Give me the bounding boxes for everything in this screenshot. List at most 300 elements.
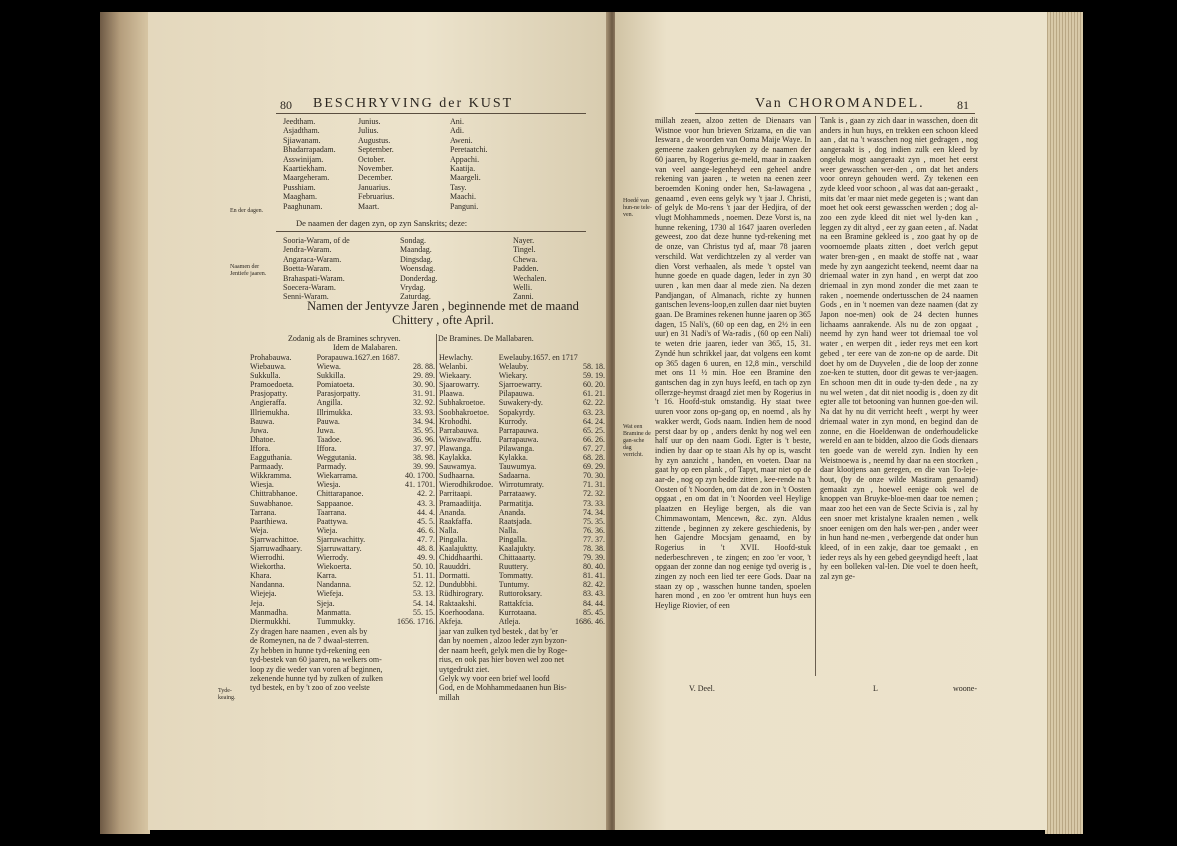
year-number: 55. 15. xyxy=(412,607,435,617)
year-number: 39. 99. xyxy=(412,462,435,472)
year-number: 36. 96. xyxy=(412,434,435,444)
text-column-1: millah zeaen, alzoo zetten de Dienaars van Wistnoe voor hun brieven Srizama, en die van Ieswara , de woorden van Ooma Maije Waye. In gemeene zaaken gebruyken zy de naamen der 60 jaaren, by Rogerius ge-meld, maar in zaaken van veel aange-legenheyd een geheel andre rekening van jaaren , te weten na eenen zeer beroemden Koning onder hen, Sa-lawagena , genaamd , even eens gelyk wy 't jaar J. Christi, of gelyk de Mo-rens 't jaar der Hedjira, of der vlugt Mohhammeds , noemen. Deze Vorst is, na hunne rekening, 1730 al 1647 jaaren overleden geweest, zoo dat deze hunne tyd-rekening met de onze, van Christus tyd af, maar 78 jaaren verschild. Wat verdichtzelen zy al verder van dien Vorst verhaalen, als mede 't opstel van hunne goede en quade dagen, leder in zyn 30 uuren , kan men daar al mede zien. Na dezen Pandjangan, of Almanach, richte zy hunnen gantschen levens-loop,en zullen daar niet buyten gaan. De Bramines rekenen hunne jaaren op 365 dagen, 15 Nali's, (60 op een dag, en 2½ in een uur) en 31 Nadi's of Wa-radis , (60 op een Nali) te weten drie jaaren, ieder van 365, 15, 31. Zyndé hun schrikkel jaar, dat volgens een komt op 365 dagen 6 uuren, en 12,8 min., verschild met ons 11 ½ min. Hoe een Bramine den gantschen dag in zyn huys leefd, en tach op zyn ollerzge-heymst draagd ziet men by Rogerius in 't 16. Hoofd-stuk omstandig. Hy staat twee uuren voor zons op-gang op, en noemd , als hy wakker werdt, Gods naam. Indien hem de nood perst daar by op , anders denkt hy nog wel een half uur op den naam Godi. Egter is 't beste, indien hy daar op te staan Als hy op is, wascht hy zyn aanzicht , handen, en voeten. Daar na gaat hy op een plank , of Tapyt, maar niet op de aar-de , nog op zyn bedde zitten , kee-rende na 't Oosten of 't Noorden, om dat de zon in 't Oosten opgaat , en om dat in 't Noorden veel Heylige plaatzen en Heylige bergen, als die van Chimmawontam, Mencewn, &c. zyn. Aldus zittende , beginnen zy zekere geschiedenis, by hen Gajendre Mocsjam genaamd, en by Rogerius in 't XVII. Hoofd-stuk nederbeschreven , te zingen; en zoo 'er voor, 't opgaan der zonne dan nog eenige tyd overig is , zingen zy noch een lied ter eere Gods. Daar na staan zy op , wasschen hunne tanden, spoelen haren mond , en zoo 'er omtrent hun huys een Heylige Riovier, of een xyxy=(655,116,811,611)
days-col-2 xyxy=(400,236,438,302)
year-name-bramines: Chittrabhanoe. xyxy=(250,489,298,499)
year-name-bramines: Sudhaarna. xyxy=(439,471,475,481)
year-name-bramines: Manmadha. xyxy=(250,607,288,617)
year-name-malabar: Ruttoroksary. xyxy=(498,589,543,599)
years-heading-2: Chittery , ofte April. xyxy=(392,313,494,327)
year-name-bramines: Rüdhirograry. xyxy=(439,589,484,599)
month-name: October. xyxy=(358,154,386,164)
year-number: 76. 36. xyxy=(582,525,605,535)
year-number: 52. 12. xyxy=(412,580,435,590)
day-name: Nayer. xyxy=(513,236,535,245)
year-row xyxy=(439,453,605,462)
year-number: 37. 97. xyxy=(412,443,435,453)
year-name-malabar: Wiesja. xyxy=(316,480,341,490)
year-row xyxy=(439,471,605,480)
year-name-malabar: Karra. xyxy=(316,571,337,581)
year-name-malabar: Wiekary. xyxy=(498,371,528,381)
year-name-bramines: Kaalajuktty. xyxy=(439,543,478,553)
year-row xyxy=(439,508,605,517)
right-page-edges xyxy=(1045,12,1083,834)
year-name-bramines: Sjarrwachittoe. xyxy=(250,534,299,544)
year-name-bramines: Koerhoodana. xyxy=(439,607,485,617)
year-name-malabar: Tuntumy. xyxy=(498,580,530,590)
year-name-bramines: Wierodhikrodoe. xyxy=(439,480,494,490)
year-row xyxy=(439,599,605,608)
bottom-text-right xyxy=(439,627,567,702)
year-row xyxy=(439,571,605,580)
year-number: 79. 39. xyxy=(582,553,605,563)
year-name-bramines: Dundubbhi. xyxy=(439,580,477,590)
years-table-left xyxy=(250,353,435,626)
year-number: 66. 26. xyxy=(582,434,605,444)
left-page xyxy=(148,12,608,830)
year-row xyxy=(250,526,435,535)
right-running-head: Van CHOROMANDEL. xyxy=(755,96,925,111)
year-name-bramines: Parritaapi. xyxy=(439,489,473,499)
year-name-bramines: Soobhakroetoe. xyxy=(439,407,489,417)
year-name-malabar: Wieja. xyxy=(316,525,338,535)
year-name-bramines: Wikkramma. xyxy=(250,471,292,481)
year-name-malabar: Juwa. xyxy=(316,425,336,435)
year-row xyxy=(439,417,605,426)
month-name: Kaatija. xyxy=(450,163,476,173)
years-heading-1: Namen der Jentyvze Jaren , beginnende met de maand xyxy=(307,299,579,313)
year-name-malabar: Pilapauwa. xyxy=(498,389,535,399)
month-name: Maart. xyxy=(358,201,380,211)
day-name: Senni-Waram. xyxy=(283,292,329,302)
year-name-bramines: Sjaarowarry. xyxy=(439,380,480,390)
month-name: Jeedtham. xyxy=(283,117,316,126)
year-row xyxy=(250,599,435,608)
year-number: 61. 21. xyxy=(582,389,605,399)
year-row xyxy=(250,553,435,562)
text-line: rius, en ook pas hier boven wel zoo net xyxy=(439,655,565,665)
year-number: 74. 34. xyxy=(582,507,605,517)
year-name-bramines: Rauuddri. xyxy=(439,562,471,572)
year-name-bramines: Sukkulla. xyxy=(250,371,281,381)
year-name-malabar: Porapauwa.1627.en 1687. xyxy=(316,353,400,362)
year-name-bramines: Ananda. xyxy=(439,507,466,517)
month-name: Asjadtham. xyxy=(283,126,320,136)
table-caption-right: De Bramines. De Mallabaren. xyxy=(438,334,534,343)
margin-note-2: Wat een Bramine de gan-sche dag verricht. xyxy=(623,424,651,458)
year-name-malabar: Chittaaarty. xyxy=(498,553,536,563)
year-name-malabar: Atleja. xyxy=(498,616,521,626)
month-name: November. xyxy=(358,163,394,173)
month-name: Februarius. xyxy=(358,192,395,202)
text-line: millah xyxy=(439,692,460,702)
year-row xyxy=(439,589,605,598)
day-name: Zanni. xyxy=(513,292,534,302)
year-row xyxy=(439,544,605,553)
year-number: 75. 35. xyxy=(582,516,605,526)
year-row xyxy=(250,398,435,407)
day-name: Tingel. xyxy=(513,245,536,255)
year-name-malabar: Tauwumya. xyxy=(498,462,537,472)
year-number: 45. 5. xyxy=(416,516,435,526)
year-name-bramines: Wiebauwa. xyxy=(250,362,286,372)
year-name-malabar: Sappaanoe. xyxy=(316,498,354,508)
year-number: 43. 3. xyxy=(416,498,435,508)
month-name: Maargeli. xyxy=(450,173,481,183)
year-row xyxy=(250,535,435,544)
year-name-malabar: Tummukky. xyxy=(316,616,356,626)
month-name: Januarius. xyxy=(358,182,391,192)
year-name-bramines: Pramaadiitja. xyxy=(439,498,482,508)
year-name-bramines: Pingalla. xyxy=(439,534,468,544)
year-number: 42. 2. xyxy=(416,489,435,499)
year-number: 70. 30. xyxy=(582,471,605,481)
year-row xyxy=(439,408,605,417)
year-number: 47. 7. xyxy=(416,534,435,544)
year-number: 32. 92. xyxy=(412,398,435,408)
year-name-malabar: Parasjorpatty. xyxy=(316,389,361,399)
day-name: Sooria-Waram, of de xyxy=(283,236,350,245)
day-name: Sondag. xyxy=(400,236,426,245)
month-name: Asswinijam. xyxy=(283,154,324,164)
text-line: dan by noemen , alzoo leder zyn byzon- xyxy=(439,636,567,646)
year-row xyxy=(439,526,605,535)
year-number: 51. 11. xyxy=(413,571,435,581)
year-row xyxy=(250,499,435,508)
year-name-bramines: Weja. xyxy=(250,525,269,535)
year-name-malabar: Parrapauwa. xyxy=(498,425,539,435)
year-name-bramines: Wiejeja. xyxy=(250,589,277,599)
year-name-bramines: Parrabauwa. xyxy=(439,425,479,435)
year-name-malabar: Parrataawy. xyxy=(498,489,537,499)
year-number: 40. 1700. xyxy=(404,471,435,481)
year-number: 67. 27. xyxy=(582,443,605,453)
day-name: Boetta-Waram. xyxy=(283,264,332,274)
day-name: Brahaspati-Waram. xyxy=(283,273,345,283)
month-name: Maagham. xyxy=(283,192,317,202)
year-number: 60. 20. xyxy=(582,380,605,390)
year-row xyxy=(250,489,435,498)
year-name-malabar: Parmatitja. xyxy=(498,498,534,508)
year-name-bramines: Dormatti. xyxy=(439,571,470,581)
year-number: 81. 41. xyxy=(582,571,605,581)
year-number: 65. 25. xyxy=(582,425,605,435)
year-name-bramines: Wiekaary. xyxy=(439,371,472,381)
year-name-malabar: Taadoe. xyxy=(316,434,342,444)
year-number: 41. 1701. xyxy=(404,480,435,490)
year-row xyxy=(439,553,605,562)
day-name: Angaraca-Waram. xyxy=(283,254,342,264)
year-name-malabar: Rattakfcia. xyxy=(498,598,534,608)
year-number: 53. 13. xyxy=(412,589,435,599)
year-number: 1656. 1716. xyxy=(396,616,435,626)
margin-note-1: Hoedé van hun-ne tele-ven. xyxy=(623,198,652,218)
text-line: God, en de Mohhammedaanen hun Bis- xyxy=(439,683,567,693)
year-name-malabar: Nalla. xyxy=(498,525,519,535)
month-name: Paaghunam. xyxy=(283,201,323,211)
year-row xyxy=(439,517,605,526)
text-line: de Romeynen, na de 7 dwaal-sterren. xyxy=(250,636,369,646)
month-name: Junius. xyxy=(358,117,381,126)
year-number: 33. 93. xyxy=(412,407,435,417)
year-row xyxy=(250,462,435,471)
left-running-head: BESCHRYVING der KUST xyxy=(313,96,514,111)
day-name: Wechalen. xyxy=(513,273,547,283)
month-name: Appachi. xyxy=(450,154,480,164)
right-page-number: 81 xyxy=(957,98,969,112)
days-col-3 xyxy=(513,236,546,302)
day-name: Woensdag. xyxy=(400,264,436,274)
day-name: Padden. xyxy=(513,264,539,274)
year-number: 85. 45. xyxy=(582,607,605,617)
year-name-bramines: Illriemukha. xyxy=(250,407,290,417)
year-name-malabar: Welauby. xyxy=(498,362,529,372)
year-row xyxy=(439,371,605,380)
year-name-malabar: Parmady. xyxy=(316,462,347,472)
day-name: Welli. xyxy=(513,282,533,292)
year-name-malabar: Chittarapanoe. xyxy=(316,489,364,499)
year-name-bramines: Sauwamya. xyxy=(439,462,477,472)
year-row xyxy=(439,535,605,544)
month-name: Panguni. xyxy=(450,201,479,211)
year-name-malabar: Wirrotumraty. xyxy=(498,480,544,490)
year-row xyxy=(250,408,435,417)
year-number: 44. 4. xyxy=(416,507,435,517)
year-name-bramines: Hewlachy. xyxy=(439,353,473,362)
day-name: Maandag. xyxy=(400,245,432,255)
year-row xyxy=(439,435,605,444)
year-name-bramines: Raktaakshi. xyxy=(439,598,477,608)
text-line: tyd bestek, en by 't zoo of zoo veelste xyxy=(250,683,370,693)
text-line: tyd-bestek van 60 jaaren, na welkers om- xyxy=(250,655,382,665)
year-number: 64. 24. xyxy=(582,416,605,426)
left-page-edges xyxy=(100,12,150,834)
year-row xyxy=(250,508,435,517)
year-name-bramines: Parmaady. xyxy=(250,462,284,472)
text-line: jaar van zulken tyd bestek , dat by 'er xyxy=(439,627,558,636)
year-number: 46. 6. xyxy=(416,525,435,535)
year-name-malabar: Nandanna. xyxy=(316,580,352,590)
year-name-malabar: Sjarroewarry. xyxy=(498,380,542,390)
year-row xyxy=(250,444,435,453)
year-name-bramines: Nandanna. xyxy=(250,580,285,590)
year-name-malabar: Sjarruwattary. xyxy=(316,543,362,553)
year-name-bramines: Eagguthania. xyxy=(250,453,292,463)
year-number: 35. 95. xyxy=(412,425,435,435)
margin-note-days: En der dagen. xyxy=(230,208,264,214)
year-name-malabar: Wierrody. xyxy=(316,553,349,563)
month-name: Peretaatchi. xyxy=(450,145,488,155)
year-number: 69. 29. xyxy=(582,462,605,472)
month-name: Adi. xyxy=(450,126,464,136)
year-number: 84. 44. xyxy=(582,598,605,608)
year-name-malabar: Wiefeja. xyxy=(316,589,344,599)
year-row xyxy=(439,362,605,371)
month-name: Maargeheram. xyxy=(283,173,330,183)
year-name-malabar: Sjarruwachitty. xyxy=(316,534,366,544)
year-row xyxy=(250,562,435,571)
year-number: 49. 9. xyxy=(416,553,435,563)
year-row xyxy=(439,426,605,435)
year-number: 80. 40. xyxy=(582,562,605,572)
year-name-bramines: Plawanga. xyxy=(439,443,473,453)
year-name-malabar: Pilawanga. xyxy=(498,443,535,453)
year-number: 30. 90. xyxy=(412,380,435,390)
year-number: 77. 37. xyxy=(582,534,605,544)
month-name: Tasy. xyxy=(450,182,467,192)
bottom-text-left xyxy=(250,627,383,693)
year-row xyxy=(439,389,605,398)
year-number: 73. 33. xyxy=(582,498,605,508)
text-line: loop zy die weder van voren af beginnen, xyxy=(250,664,383,674)
year-name-malabar: Illrimukka. xyxy=(316,407,353,417)
year-row xyxy=(439,462,605,471)
year-name-bramines: Welanbi. xyxy=(439,362,468,372)
year-name-malabar: Sopakyrdy. xyxy=(498,407,535,417)
year-row xyxy=(250,571,435,580)
month-name: Bhadarrapadam. xyxy=(283,145,336,155)
year-number: 82. 42. xyxy=(582,580,605,590)
month-name: Aweni. xyxy=(450,135,473,145)
year-row xyxy=(439,608,605,617)
year-name-malabar: Sjeja. xyxy=(316,598,335,608)
text-line: der naam heeft, gelyk men die by Roge- xyxy=(439,645,568,655)
year-name-malabar: Ewelauby.1657. en 1717 xyxy=(498,353,578,362)
year-number: 31. 91. xyxy=(412,389,435,399)
year-number: 68. 28. xyxy=(582,453,605,463)
year-row xyxy=(250,380,435,389)
year-name-malabar: Angilla. xyxy=(316,398,343,408)
year-name-bramines: Paarthiewa. xyxy=(250,516,288,526)
month-name: Julius. xyxy=(358,126,379,136)
year-row xyxy=(439,380,605,389)
year-row xyxy=(250,453,435,462)
year-name-bramines: Tarrana. xyxy=(250,507,277,517)
year-number: 72. 32. xyxy=(582,489,605,499)
year-row xyxy=(250,389,435,398)
year-name-malabar: Wiewa. xyxy=(316,362,341,372)
months-col-2 xyxy=(358,117,394,211)
month-name: September. xyxy=(358,145,394,155)
year-name-malabar: Parrapauwa. xyxy=(498,434,539,444)
day-name: Chewa. xyxy=(513,254,538,264)
year-row xyxy=(439,562,605,571)
year-name-malabar: Tommatty. xyxy=(498,571,533,581)
year-name-bramines: Prohabauwa. xyxy=(250,353,292,362)
days-col-1 xyxy=(283,236,350,302)
table-caption-left-2: Idem de Malabaren. xyxy=(333,343,398,352)
year-row xyxy=(250,371,435,380)
year-name-malabar: Paattywa. xyxy=(316,516,348,526)
year-row xyxy=(439,617,605,626)
year-row xyxy=(250,480,435,489)
year-row xyxy=(250,589,435,598)
year-number: 28. 88. xyxy=(412,362,435,372)
year-name-bramines: Khara. xyxy=(250,571,272,581)
text-column-2: Tank is , gaan zy zich daar in wasschen, doen dit anders in hun huys, en trekken een schoon kleed aan , dat na 't wasschen nog niet gedragen , nog aangeraakt is , dog indien zulk een kleed by ongeluk mogt aangeraakt zyn , moet het eerst weer gewasschen wer-den , om dat het anders voor onreyn gehouden werd. Zy tekenen een zyde kleed voor schoon , al was dat aan-geraakt , mits dat 'er maar niet mede gegeten is ; want dan moet het ook eerst gewasschen werden ; dog al-zoo een zyde kleed dit niet wel ly-den kan , leggen zy dit altyd , eer zy gaan eeten , af. Nadat na een Bramine gekleed is , zoo gaat hy op de voornoemde plaats zitten , doet verlch geput water bren-gen , en maakt de stoffe nat , waar mede hy zyn aangezicht teekend, neemt daar na driemaal water in zyn hand , en werpt dat zoo driemaal in zyn mond zonder die met zaan te raken , noemende ondertusschen de 24 naamen Gods , en in 't noemen van deze naamen (dat zy Japon noe-men) ook de 24 decten hunnes lichaams aanrakende. Als nu de zon opgaat , neemd hy zyn hand weer tot driemaal toe vol water , en werpen dit , ieder reys met een kort gebed , ter eere van de zon-ne op de aarde. Dit doet hy om de Duyvelen , die de loop der zonne zoe-ken te stutten, door dit gewas te ver-jaagen. En schoon men dit in oude ty-den dede , na zy nu wel weten , dat dit niet noodig is , doen zy dit egter alle tot betooning van hunnen goe-den wil. Na dat hy nu dit verricht heeft , werpt hy weer driemaal water in zyn mond, en begind dan de zonne, en die Hoeldenwan de onderhoudelicke wereld en aan te bidden, alzoo die Gods dienaars ten goede van de wereld zyn. Indien hy een Weistnoewa is , neemd hy daar na een stocrken , daar klootjens aan geregen, en die van To-leje-hout, (by de onze wilde Mastiram genaamd) gemaakt zyn , hoewel eenige ook wel de knoppen van Bruyke-bloe-men daar toe nemen ; maar zoo het een van de Secte Scivia is , zal hy een snoer met kristalyne kraalen nemen , welk snoer eenigen om den hals wer-pen , ander weer in hun hand ne-men , verbergende dat onder hun kleed, of in een zakje, daar toe gemaakt , en ieder reys als hy een gebed geeyndigd heeft , laat hy een bolleken val-len. Die voel te doen heeft, zal zyn ge- xyxy=(820,116,978,582)
year-row xyxy=(439,580,605,589)
day-name: Dingsdag. xyxy=(400,254,433,264)
year-name-malabar: Kylakka. xyxy=(498,453,528,463)
day-name: Vrydag. xyxy=(400,282,426,292)
catchword: woone- xyxy=(953,684,977,693)
year-number: 62. 22. xyxy=(582,398,605,408)
day-name: Donderdag. xyxy=(400,273,438,283)
year-name-bramines: Raakfaffa. xyxy=(439,516,473,526)
signature-mid: L xyxy=(873,684,878,693)
year-name-bramines: Sjarruwadhaary. xyxy=(250,543,303,553)
year-row xyxy=(439,398,605,407)
year-name-malabar: Ananda. xyxy=(498,507,526,517)
text-line: Zy dragen hare naamen , even als by xyxy=(250,627,368,636)
year-row xyxy=(250,517,435,526)
year-number: 59. 19. xyxy=(582,371,605,381)
text-line: Gelyk wy voor een brief wel loofd xyxy=(439,673,550,683)
month-name: Augustus. xyxy=(358,135,391,145)
year-name-bramines: Angieraffa. xyxy=(250,398,287,408)
year-name-malabar: Weggutania. xyxy=(316,453,357,463)
year-name-bramines: Pramoedoeta. xyxy=(250,380,294,390)
year-name-malabar: Sukkilla. xyxy=(316,371,346,381)
month-name: Kaartiekham. xyxy=(283,163,327,173)
year-number: 38. 98. xyxy=(412,453,435,463)
year-name-malabar: Suwakery-dy. xyxy=(498,398,543,408)
year-row xyxy=(250,471,435,480)
year-name-bramines: Nalla. xyxy=(439,525,459,535)
year-name-malabar: Kaalajukty. xyxy=(498,543,536,553)
year-name-bramines: Chiddhaarthi. xyxy=(439,553,483,563)
year-name-bramines: Wierrodhi. xyxy=(250,553,285,563)
table-caption-left: Zodanig als de Bramines schryven. xyxy=(288,334,401,343)
text-line: Zy hebben in hunne tyd-rekening een xyxy=(250,645,370,655)
months-col-1 xyxy=(283,117,336,211)
month-name: December. xyxy=(358,173,393,183)
year-name-bramines: Krohodhi. xyxy=(439,416,472,426)
year-name-bramines: Akfeja. xyxy=(439,616,463,626)
year-name-bramines: Jeja. xyxy=(250,598,265,608)
year-name-malabar: Kurrotaana. xyxy=(498,607,537,617)
year-name-bramines: Kaylakka. xyxy=(439,453,472,463)
text-line: uytgedrukt ziet. xyxy=(439,664,490,674)
year-number: 78. 38. xyxy=(582,543,605,553)
year-row xyxy=(250,580,435,589)
year-name-bramines: Plaawa. xyxy=(439,389,465,399)
year-name-malabar: Taarrana. xyxy=(316,507,347,517)
day-name: Jendra-Waram. xyxy=(283,245,332,255)
year-name-bramines: Wiekortha. xyxy=(250,562,286,572)
years-table-right xyxy=(439,353,605,626)
margin-note-tyd: Tyde-keaing. xyxy=(218,688,236,701)
year-name-malabar: Ruuttery. xyxy=(498,562,529,572)
year-name-malabar: Kurrody. xyxy=(498,416,528,426)
year-number: 63. 23. xyxy=(582,407,605,417)
year-row xyxy=(250,353,435,362)
year-name-bramines: Prasjopatty. xyxy=(250,389,288,399)
year-name-malabar: Iffora. xyxy=(316,443,337,453)
year-number: 58. 18. xyxy=(582,362,605,372)
year-name-malabar: Wiekarrama. xyxy=(316,471,358,481)
year-name-bramines: Subhakroetoe. xyxy=(439,398,485,408)
year-number: 48. 8. xyxy=(416,543,435,553)
month-name: Pusshiam. xyxy=(283,182,316,192)
year-name-malabar: Raatsjada. xyxy=(498,516,532,526)
margin-note-years: Naamen der Jentiefe jaaren. xyxy=(230,264,267,277)
day-name: Soecera-Waram. xyxy=(283,282,336,292)
year-row xyxy=(439,489,605,498)
text-line: zekenende hunne tyd by zulken of zulken xyxy=(250,673,383,683)
year-name-bramines: Wiswawaffu. xyxy=(439,434,482,444)
year-row xyxy=(250,544,435,553)
year-name-malabar: Pingalla. xyxy=(498,534,527,544)
